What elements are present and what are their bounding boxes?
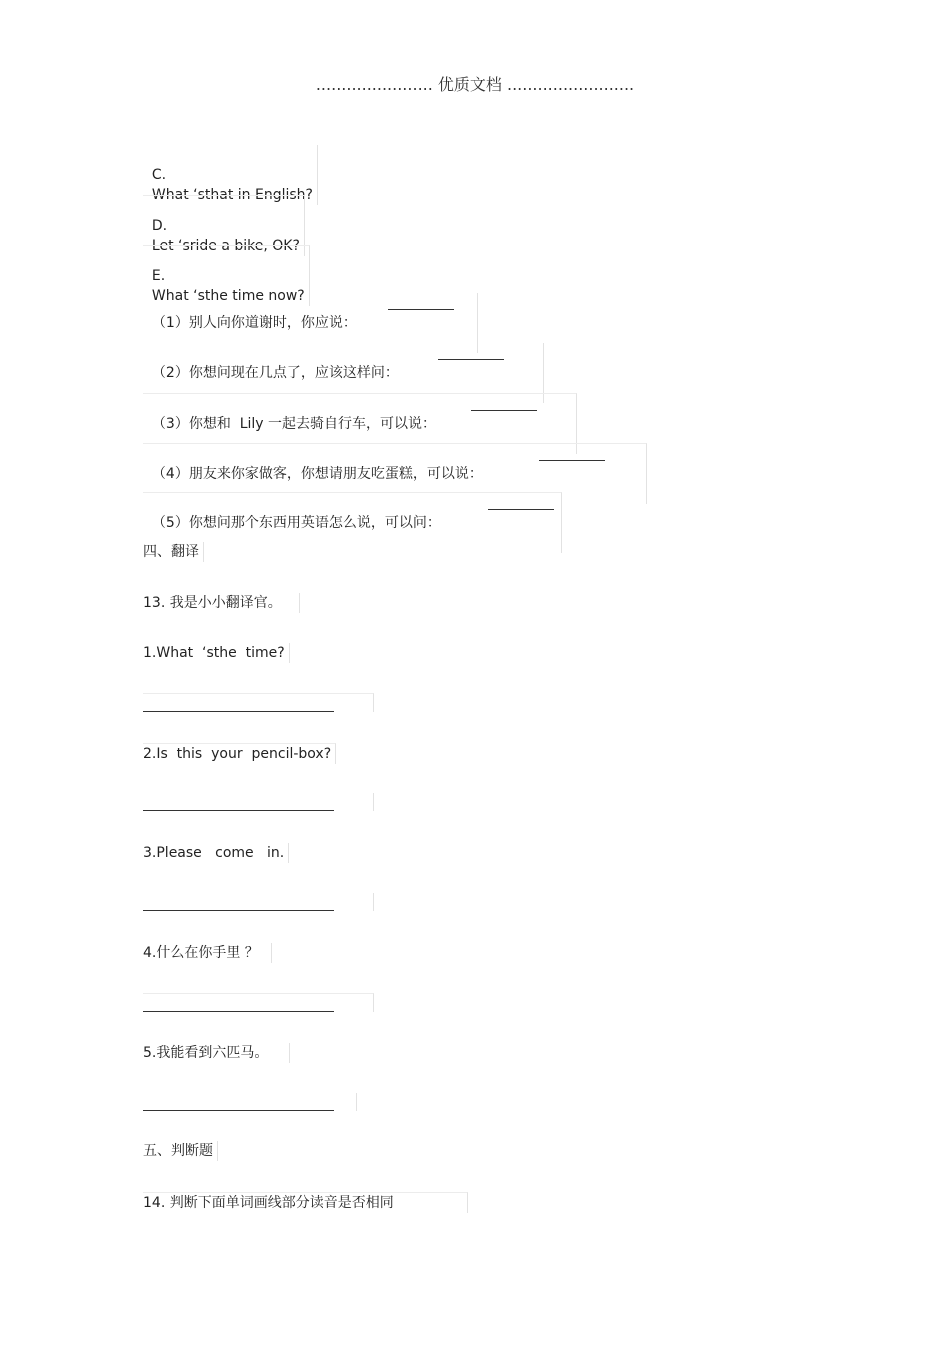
answer-blank[interactable] [438, 347, 504, 360]
situation-5 [143, 492, 562, 553]
answer-line-5[interactable] [143, 1093, 357, 1111]
translation-item-3: 3.Please come in. [143, 843, 289, 863]
answer-blank[interactable] [388, 297, 454, 310]
translation-item-2: 2.Is this your pencil-box? [143, 743, 336, 764]
translation-item-4: 4.什么在你手里 ？ [143, 943, 272, 963]
option-label: E. [151, 268, 166, 284]
translation-item-1: 1.What ‘sthe time? [143, 643, 290, 663]
situation-text: 你想问现在几点了，应该这样问： [188, 365, 399, 381]
situation-text: 你想和 Lily 一起去骑自行车，可以说： [188, 416, 437, 432]
answer-line-3[interactable] [143, 893, 374, 911]
option-text: What ‘sthat in English? [151, 187, 313, 203]
answer-line-4[interactable] [143, 993, 374, 1012]
answer-line-1[interactable] [143, 693, 374, 712]
situation-number: （5） [151, 515, 189, 531]
situation-text: 别人向你道谢时，你应说： [188, 315, 357, 331]
option-text: Let ‘sride a bike, OK? [151, 238, 300, 254]
situation-number: （4） [151, 466, 189, 482]
situation-text: 朋友来你家做客，你想请朋友吃蛋糕，可以说： [188, 466, 483, 482]
translation-item-5: 5.我能看到六匹马。 [143, 1043, 290, 1063]
option-label: D. [151, 218, 168, 234]
page-header: ....................... 优质文档 ......................... [315, 75, 635, 94]
answer-blank[interactable] [471, 398, 537, 411]
answer-blank[interactable] [539, 448, 605, 461]
section-title-true-false: 五、判断题 [143, 1141, 218, 1161]
question-14-title: 14. 判断下面单词画线部分读音是否相同 [143, 1192, 468, 1213]
option-label: C. [151, 167, 167, 183]
section-title-translation: 四、翻译 [143, 542, 204, 562]
option-text: What ‘sthe time now? [151, 288, 305, 304]
situation-number: （2） [151, 365, 189, 381]
question-13-title: 13. 我是小小翻译官。 [143, 593, 300, 613]
situation-text: 你想问那个东西用英语怎么说，可以问： [188, 515, 441, 531]
answer-line-2[interactable] [143, 793, 374, 811]
situation-number: （3） [151, 416, 189, 432]
answer-blank[interactable] [488, 497, 554, 510]
situation-number: （1） [151, 315, 189, 331]
